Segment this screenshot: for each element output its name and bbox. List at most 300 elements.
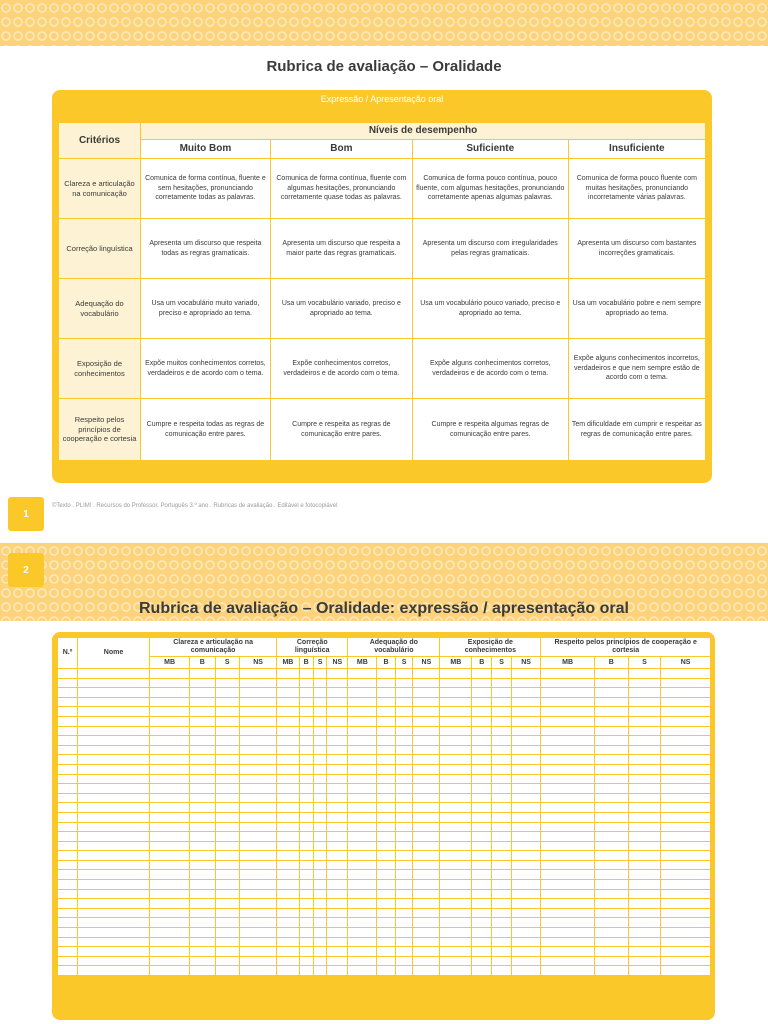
score-cell[interactable]: [395, 947, 413, 957]
score-cell[interactable]: [327, 688, 348, 698]
score-cell[interactable]: [215, 764, 239, 774]
number-cell[interactable]: [58, 707, 78, 717]
score-cell[interactable]: [190, 716, 215, 726]
score-cell[interactable]: [327, 707, 348, 717]
score-cell[interactable]: [190, 774, 215, 784]
score-cell[interactable]: [413, 880, 440, 890]
score-cell[interactable]: [594, 918, 628, 928]
score-cell[interactable]: [190, 870, 215, 880]
name-cell[interactable]: [78, 889, 150, 899]
score-cell[interactable]: [472, 889, 492, 899]
number-cell[interactable]: [58, 669, 78, 679]
score-cell[interactable]: [661, 774, 711, 784]
score-cell[interactable]: [413, 774, 440, 784]
score-cell[interactable]: [239, 841, 276, 851]
score-cell[interactable]: [299, 860, 313, 870]
score-cell[interactable]: [150, 928, 190, 938]
score-cell[interactable]: [348, 841, 377, 851]
score-cell[interactable]: [277, 966, 299, 976]
score-cell[interactable]: [492, 908, 511, 918]
score-cell[interactable]: [628, 928, 661, 938]
score-cell[interactable]: [472, 937, 492, 947]
score-cell[interactable]: [215, 726, 239, 736]
score-cell[interactable]: [661, 822, 711, 832]
score-cell[interactable]: [239, 899, 276, 909]
score-cell[interactable]: [348, 774, 377, 784]
score-cell[interactable]: [277, 812, 299, 822]
score-cell[interactable]: [472, 764, 492, 774]
score-cell[interactable]: [594, 937, 628, 947]
score-cell[interactable]: [313, 880, 327, 890]
score-cell[interactable]: [277, 851, 299, 861]
score-cell[interactable]: [327, 841, 348, 851]
score-cell[interactable]: [327, 956, 348, 966]
score-cell[interactable]: [661, 669, 711, 679]
score-cell[interactable]: [492, 841, 511, 851]
score-cell[interactable]: [150, 966, 190, 976]
score-cell[interactable]: [472, 716, 492, 726]
score-cell[interactable]: [313, 937, 327, 947]
score-cell[interactable]: [472, 832, 492, 842]
score-cell[interactable]: [395, 688, 413, 698]
score-cell[interactable]: [348, 745, 377, 755]
score-cell[interactable]: [215, 966, 239, 976]
score-cell[interactable]: [395, 966, 413, 976]
score-cell[interactable]: [299, 697, 313, 707]
score-cell[interactable]: [377, 726, 395, 736]
score-cell[interactable]: [327, 899, 348, 909]
score-cell[interactable]: [413, 803, 440, 813]
score-cell[interactable]: [377, 956, 395, 966]
score-cell[interactable]: [395, 745, 413, 755]
score-cell[interactable]: [541, 688, 594, 698]
score-cell[interactable]: [313, 956, 327, 966]
score-cell[interactable]: [313, 726, 327, 736]
score-cell[interactable]: [440, 764, 472, 774]
score-cell[interactable]: [239, 851, 276, 861]
number-cell[interactable]: [58, 956, 78, 966]
score-cell[interactable]: [150, 841, 190, 851]
number-cell[interactable]: [58, 860, 78, 870]
score-cell[interactable]: [413, 726, 440, 736]
score-cell[interactable]: [413, 966, 440, 976]
score-cell[interactable]: [594, 707, 628, 717]
score-cell[interactable]: [628, 937, 661, 947]
score-cell[interactable]: [511, 764, 541, 774]
score-cell[interactable]: [440, 688, 472, 698]
score-cell[interactable]: [511, 870, 541, 880]
score-cell[interactable]: [413, 956, 440, 966]
score-cell[interactable]: [313, 764, 327, 774]
score-cell[interactable]: [413, 832, 440, 842]
score-cell[interactable]: [299, 899, 313, 909]
score-cell[interactable]: [541, 678, 594, 688]
name-cell[interactable]: [78, 908, 150, 918]
score-cell[interactable]: [492, 812, 511, 822]
score-cell[interactable]: [348, 707, 377, 717]
number-cell[interactable]: [58, 841, 78, 851]
score-cell[interactable]: [215, 803, 239, 813]
score-cell[interactable]: [215, 784, 239, 794]
score-cell[interactable]: [299, 947, 313, 957]
score-cell[interactable]: [215, 928, 239, 938]
score-cell[interactable]: [313, 688, 327, 698]
score-cell[interactable]: [150, 803, 190, 813]
score-cell[interactable]: [395, 812, 413, 822]
score-cell[interactable]: [327, 736, 348, 746]
score-cell[interactable]: [215, 832, 239, 842]
score-cell[interactable]: [541, 812, 594, 822]
score-cell[interactable]: [327, 812, 348, 822]
score-cell[interactable]: [313, 860, 327, 870]
number-cell[interactable]: [58, 870, 78, 880]
score-cell[interactable]: [377, 736, 395, 746]
name-cell[interactable]: [78, 899, 150, 909]
name-cell[interactable]: [78, 726, 150, 736]
score-cell[interactable]: [511, 745, 541, 755]
score-cell[interactable]: [492, 803, 511, 813]
score-cell[interactable]: [348, 937, 377, 947]
score-cell[interactable]: [377, 697, 395, 707]
name-cell[interactable]: [78, 841, 150, 851]
score-cell[interactable]: [299, 784, 313, 794]
score-cell[interactable]: [594, 803, 628, 813]
score-cell[interactable]: [348, 678, 377, 688]
score-cell[interactable]: [348, 812, 377, 822]
score-cell[interactable]: [299, 928, 313, 938]
score-cell[interactable]: [628, 793, 661, 803]
score-cell[interactable]: [377, 937, 395, 947]
score-cell[interactable]: [215, 669, 239, 679]
score-cell[interactable]: [661, 851, 711, 861]
score-cell[interactable]: [348, 736, 377, 746]
score-cell[interactable]: [661, 784, 711, 794]
score-cell[interactable]: [395, 851, 413, 861]
score-cell[interactable]: [348, 899, 377, 909]
score-cell[interactable]: [492, 716, 511, 726]
score-cell[interactable]: [492, 678, 511, 688]
score-cell[interactable]: [190, 822, 215, 832]
score-cell[interactable]: [628, 812, 661, 822]
score-cell[interactable]: [492, 822, 511, 832]
score-cell[interactable]: [628, 678, 661, 688]
score-cell[interactable]: [628, 697, 661, 707]
score-cell[interactable]: [239, 755, 276, 765]
score-cell[interactable]: [313, 928, 327, 938]
score-cell[interactable]: [215, 812, 239, 822]
score-cell[interactable]: [239, 937, 276, 947]
score-cell[interactable]: [628, 822, 661, 832]
score-cell[interactable]: [395, 736, 413, 746]
score-cell[interactable]: [313, 774, 327, 784]
score-cell[interactable]: [150, 736, 190, 746]
score-cell[interactable]: [440, 716, 472, 726]
score-cell[interactable]: [190, 745, 215, 755]
score-cell[interactable]: [440, 697, 472, 707]
score-cell[interactable]: [299, 755, 313, 765]
number-cell[interactable]: [58, 899, 78, 909]
score-cell[interactable]: [239, 947, 276, 957]
score-cell[interactable]: [661, 726, 711, 736]
score-cell[interactable]: [661, 736, 711, 746]
score-cell[interactable]: [492, 726, 511, 736]
score-cell[interactable]: [472, 745, 492, 755]
score-cell[interactable]: [277, 928, 299, 938]
score-cell[interactable]: [327, 908, 348, 918]
score-cell[interactable]: [327, 822, 348, 832]
score-cell[interactable]: [299, 908, 313, 918]
score-cell[interactable]: [327, 928, 348, 938]
name-cell[interactable]: [78, 707, 150, 717]
score-cell[interactable]: [348, 697, 377, 707]
name-cell[interactable]: [78, 812, 150, 822]
score-cell[interactable]: [277, 716, 299, 726]
score-cell[interactable]: [541, 822, 594, 832]
score-cell[interactable]: [594, 880, 628, 890]
score-cell[interactable]: [277, 899, 299, 909]
score-cell[interactable]: [594, 745, 628, 755]
score-cell[interactable]: [215, 697, 239, 707]
score-cell[interactable]: [492, 928, 511, 938]
score-cell[interactable]: [492, 860, 511, 870]
score-cell[interactable]: [327, 947, 348, 957]
score-cell[interactable]: [215, 851, 239, 861]
score-cell[interactable]: [327, 726, 348, 736]
score-cell[interactable]: [377, 832, 395, 842]
score-cell[interactable]: [348, 918, 377, 928]
name-cell[interactable]: [78, 688, 150, 698]
score-cell[interactable]: [472, 736, 492, 746]
score-cell[interactable]: [190, 726, 215, 736]
score-cell[interactable]: [661, 937, 711, 947]
score-cell[interactable]: [190, 764, 215, 774]
score-cell[interactable]: [440, 851, 472, 861]
score-cell[interactable]: [511, 726, 541, 736]
score-cell[interactable]: [594, 678, 628, 688]
score-cell[interactable]: [150, 889, 190, 899]
score-cell[interactable]: [541, 908, 594, 918]
score-cell[interactable]: [395, 726, 413, 736]
score-cell[interactable]: [413, 736, 440, 746]
score-cell[interactable]: [277, 822, 299, 832]
score-cell[interactable]: [661, 860, 711, 870]
score-cell[interactable]: [215, 755, 239, 765]
score-cell[interactable]: [413, 918, 440, 928]
score-cell[interactable]: [239, 688, 276, 698]
score-cell[interactable]: [541, 889, 594, 899]
score-cell[interactable]: [190, 899, 215, 909]
score-cell[interactable]: [277, 745, 299, 755]
score-cell[interactable]: [511, 822, 541, 832]
score-cell[interactable]: [348, 860, 377, 870]
score-cell[interactable]: [377, 669, 395, 679]
score-cell[interactable]: [190, 803, 215, 813]
score-cell[interactable]: [190, 784, 215, 794]
score-cell[interactable]: [594, 764, 628, 774]
score-cell[interactable]: [239, 832, 276, 842]
score-cell[interactable]: [215, 870, 239, 880]
score-cell[interactable]: [150, 745, 190, 755]
number-cell[interactable]: [58, 822, 78, 832]
number-cell[interactable]: [58, 918, 78, 928]
score-cell[interactable]: [492, 669, 511, 679]
score-cell[interactable]: [472, 870, 492, 880]
score-cell[interactable]: [628, 803, 661, 813]
score-cell[interactable]: [440, 707, 472, 717]
score-cell[interactable]: [594, 697, 628, 707]
score-cell[interactable]: [215, 707, 239, 717]
score-cell[interactable]: [440, 899, 472, 909]
score-cell[interactable]: [150, 860, 190, 870]
score-cell[interactable]: [377, 764, 395, 774]
score-cell[interactable]: [628, 947, 661, 957]
score-cell[interactable]: [661, 832, 711, 842]
score-cell[interactable]: [541, 716, 594, 726]
score-cell[interactable]: [661, 899, 711, 909]
score-cell[interactable]: [327, 870, 348, 880]
score-cell[interactable]: [215, 880, 239, 890]
score-cell[interactable]: [348, 947, 377, 957]
score-cell[interactable]: [313, 716, 327, 726]
score-cell[interactable]: [150, 918, 190, 928]
score-cell[interactable]: [299, 880, 313, 890]
number-cell[interactable]: [58, 832, 78, 842]
number-cell[interactable]: [58, 937, 78, 947]
score-cell[interactable]: [628, 745, 661, 755]
score-cell[interactable]: [661, 966, 711, 976]
score-cell[interactable]: [511, 918, 541, 928]
score-cell[interactable]: [239, 908, 276, 918]
score-cell[interactable]: [327, 803, 348, 813]
score-cell[interactable]: [215, 889, 239, 899]
score-cell[interactable]: [299, 688, 313, 698]
score-cell[interactable]: [190, 928, 215, 938]
score-cell[interactable]: [313, 908, 327, 918]
score-cell[interactable]: [511, 889, 541, 899]
score-cell[interactable]: [511, 678, 541, 688]
score-cell[interactable]: [239, 784, 276, 794]
score-cell[interactable]: [150, 716, 190, 726]
score-cell[interactable]: [348, 688, 377, 698]
score-cell[interactable]: [348, 803, 377, 813]
name-cell[interactable]: [78, 851, 150, 861]
score-cell[interactable]: [661, 697, 711, 707]
score-cell[interactable]: [492, 956, 511, 966]
score-cell[interactable]: [395, 870, 413, 880]
score-cell[interactable]: [190, 956, 215, 966]
score-cell[interactable]: [511, 908, 541, 918]
score-cell[interactable]: [395, 841, 413, 851]
score-cell[interactable]: [239, 774, 276, 784]
score-cell[interactable]: [215, 716, 239, 726]
score-cell[interactable]: [150, 822, 190, 832]
score-cell[interactable]: [377, 803, 395, 813]
score-cell[interactable]: [190, 707, 215, 717]
score-cell[interactable]: [299, 726, 313, 736]
score-cell[interactable]: [377, 870, 395, 880]
score-cell[interactable]: [472, 803, 492, 813]
score-cell[interactable]: [628, 966, 661, 976]
score-cell[interactable]: [327, 745, 348, 755]
name-cell[interactable]: [78, 793, 150, 803]
score-cell[interactable]: [541, 669, 594, 679]
score-cell[interactable]: [492, 736, 511, 746]
score-cell[interactable]: [661, 716, 711, 726]
score-cell[interactable]: [413, 793, 440, 803]
score-cell[interactable]: [277, 956, 299, 966]
score-cell[interactable]: [377, 774, 395, 784]
score-cell[interactable]: [190, 697, 215, 707]
score-cell[interactable]: [511, 697, 541, 707]
score-cell[interactable]: [327, 966, 348, 976]
score-cell[interactable]: [299, 678, 313, 688]
score-cell[interactable]: [541, 928, 594, 938]
score-cell[interactable]: [395, 899, 413, 909]
score-cell[interactable]: [327, 880, 348, 890]
score-cell[interactable]: [440, 880, 472, 890]
score-cell[interactable]: [395, 678, 413, 688]
score-cell[interactable]: [239, 803, 276, 813]
score-cell[interactable]: [440, 918, 472, 928]
number-cell[interactable]: [58, 947, 78, 957]
score-cell[interactable]: [377, 841, 395, 851]
score-cell[interactable]: [239, 928, 276, 938]
number-cell[interactable]: [58, 908, 78, 918]
score-cell[interactable]: [299, 918, 313, 928]
number-cell[interactable]: [58, 764, 78, 774]
score-cell[interactable]: [395, 774, 413, 784]
score-cell[interactable]: [377, 745, 395, 755]
score-cell[interactable]: [190, 669, 215, 679]
score-cell[interactable]: [472, 793, 492, 803]
score-cell[interactable]: [190, 851, 215, 861]
score-cell[interactable]: [661, 928, 711, 938]
score-cell[interactable]: [541, 841, 594, 851]
name-cell[interactable]: [78, 669, 150, 679]
score-cell[interactable]: [377, 851, 395, 861]
score-cell[interactable]: [472, 669, 492, 679]
score-cell[interactable]: [348, 764, 377, 774]
score-cell[interactable]: [313, 812, 327, 822]
score-cell[interactable]: [150, 947, 190, 957]
score-cell[interactable]: [511, 812, 541, 822]
score-cell[interactable]: [472, 956, 492, 966]
score-cell[interactable]: [150, 793, 190, 803]
score-cell[interactable]: [313, 793, 327, 803]
score-cell[interactable]: [628, 870, 661, 880]
score-cell[interactable]: [215, 908, 239, 918]
score-cell[interactable]: [661, 803, 711, 813]
score-cell[interactable]: [239, 697, 276, 707]
score-cell[interactable]: [413, 841, 440, 851]
score-cell[interactable]: [628, 851, 661, 861]
score-cell[interactable]: [327, 784, 348, 794]
score-cell[interactable]: [190, 937, 215, 947]
name-cell[interactable]: [78, 870, 150, 880]
score-cell[interactable]: [215, 745, 239, 755]
score-cell[interactable]: [492, 697, 511, 707]
score-cell[interactable]: [215, 956, 239, 966]
score-cell[interactable]: [377, 918, 395, 928]
score-cell[interactable]: [395, 803, 413, 813]
score-cell[interactable]: [413, 928, 440, 938]
score-cell[interactable]: [541, 918, 594, 928]
score-cell[interactable]: [277, 860, 299, 870]
score-cell[interactable]: [661, 793, 711, 803]
score-cell[interactable]: [377, 908, 395, 918]
score-cell[interactable]: [594, 899, 628, 909]
score-cell[interactable]: [541, 937, 594, 947]
